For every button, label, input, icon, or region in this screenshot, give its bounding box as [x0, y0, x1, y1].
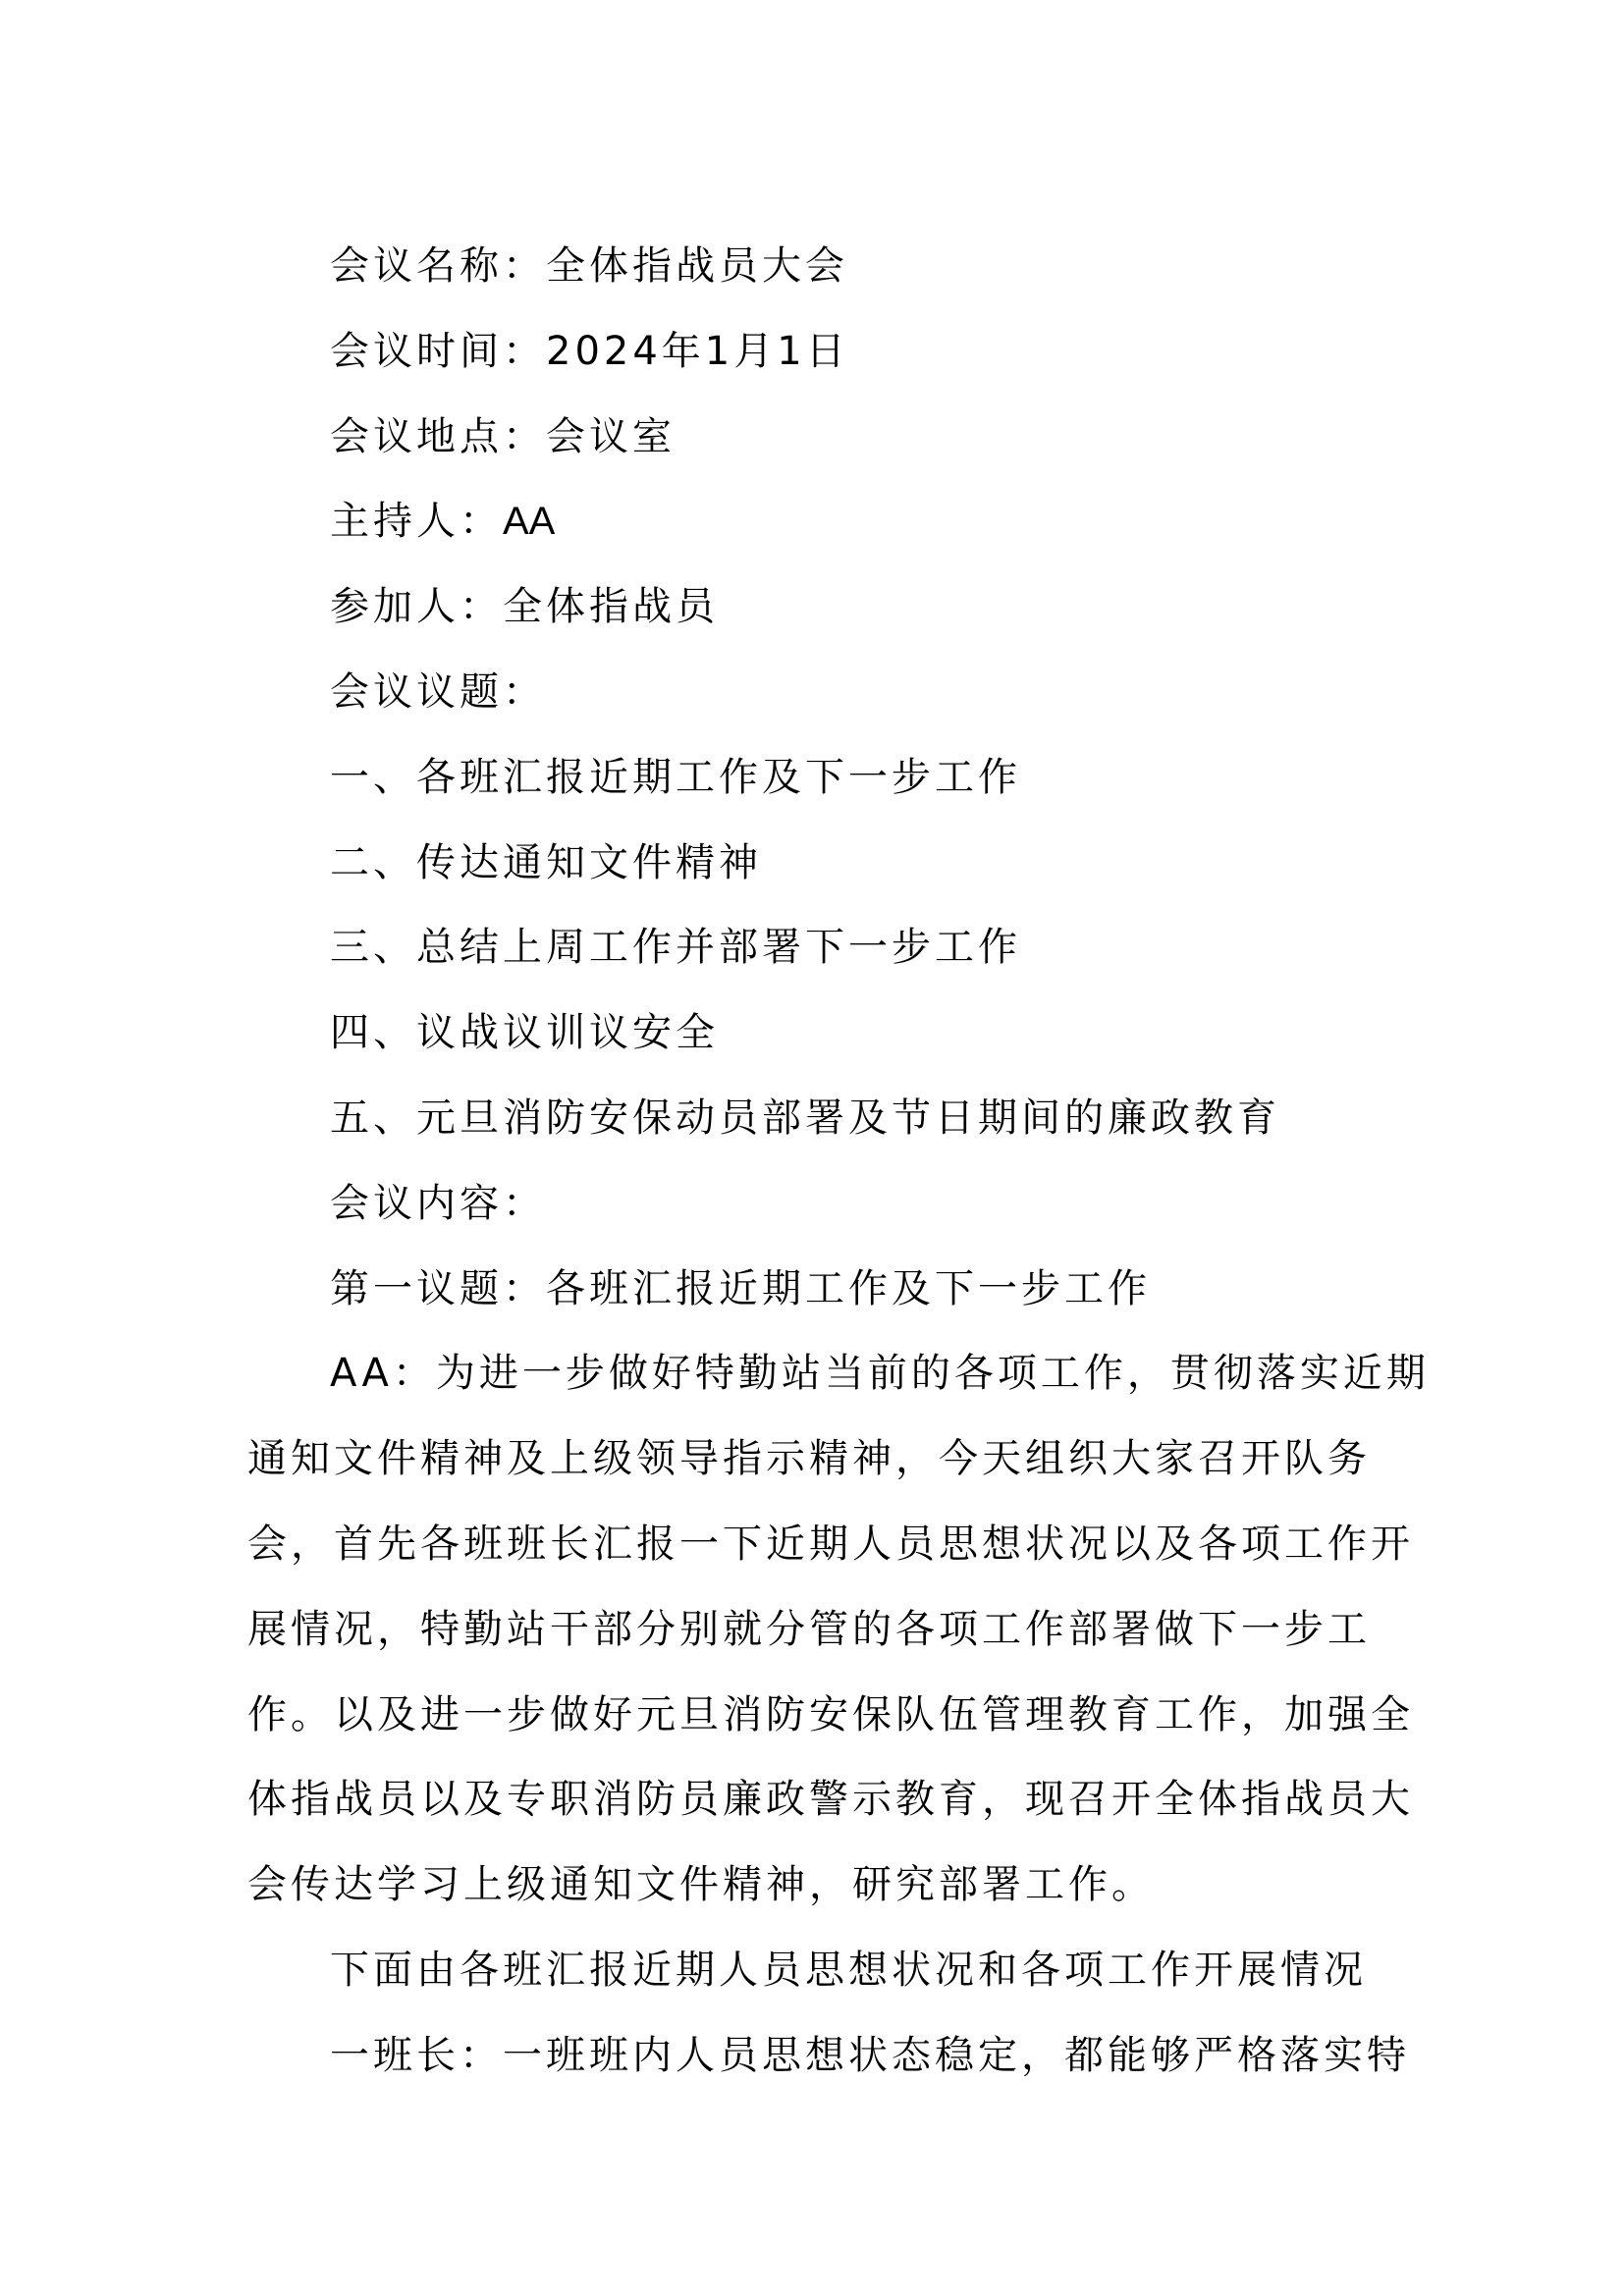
agenda-item: 一、各班汇报近期工作及下一步工作: [330, 754, 1021, 800]
meeting-location-line: [247, 395, 1379, 480]
attendees-line: [247, 564, 1379, 650]
topic-one-heading: 第一议题：各班汇报近期工作及下一步工作: [330, 1265, 1151, 1311]
meeting-time-value: 2024年1月1日: [546, 328, 849, 374]
meeting-name-value: 全体指战员大会: [546, 243, 848, 289]
report-intro: 下面由各班汇报近期人员思想状况和各项工作开展情况: [330, 1947, 1367, 1993]
meeting-time-line: [247, 309, 1379, 395]
document-body: [247, 224, 1430, 2099]
host-line: [247, 479, 1379, 564]
agenda-item: 二、传达通知文件精神: [330, 839, 762, 885]
meeting-time-label: 会议时间：: [330, 328, 546, 374]
host-value: AA: [503, 500, 556, 544]
agenda-heading: 会议议题：: [330, 668, 546, 715]
paragraph-line: 通知文件精神及上级领导指示精神，今天组织大家召开队务: [247, 1436, 1371, 1482]
opening-paragraph: [247, 1331, 1430, 1928]
attendees-value: 全体指战员: [503, 584, 719, 630]
meeting-location-value: 会议室: [546, 413, 676, 459]
meeting-name-line: [247, 224, 1379, 309]
paragraph-line: 会，首先各班班长汇报一下近期人员思想状况以及各项工作开: [247, 1521, 1414, 1567]
content-heading: 会议内容：: [330, 1180, 546, 1226]
agenda-item: 三、总结上周工作并部署下一步工作: [330, 925, 1021, 971]
squad-one-report: 一班长：一班班内人员思想状态稳定，都能够严格落实特: [330, 2032, 1410, 2078]
paragraph-line: 会传达学习上级通知文件精神，研究部署工作。: [247, 1862, 1155, 1908]
attendees-label: 参加人：: [330, 584, 503, 630]
meeting-name-label: 会议名称：: [330, 243, 546, 289]
agenda-item: 四、议战议训议安全: [330, 1010, 719, 1056]
meeting-location-label: 会议地点：: [330, 413, 546, 459]
paragraph-line: 作。以及进一步做好元旦消防安保队伍管理教育工作，加强全: [247, 1691, 1414, 1737]
host-label: 主持人：: [330, 499, 503, 545]
paragraph-line: 展情况，特勤站干部分别就分管的各项工作部署做下一步工: [247, 1606, 1371, 1652]
paragraph-line: AA：为进一步做好特勤站当前的各项工作，贯彻落实近期: [330, 1351, 1430, 1397]
paragraph-line: 体指战员以及专职消防员廉政警示教育，现召开全体指战员大: [247, 1777, 1414, 1823]
agenda-item: 五、元旦消防安保动员部署及节日期间的廉政教育: [330, 1095, 1280, 1141]
